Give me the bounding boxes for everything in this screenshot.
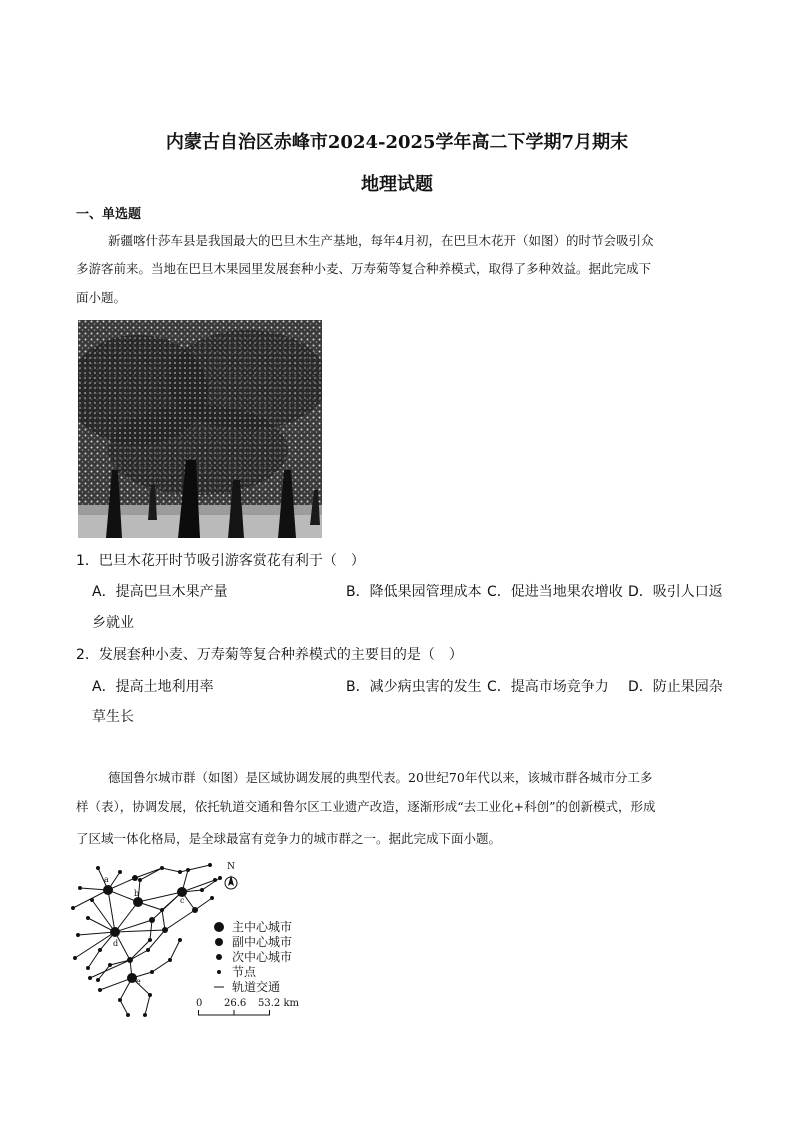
q1-option-b[interactable]: B．降低果园管理成本 — [346, 584, 482, 600]
title-line-2: 地理试题 — [361, 174, 433, 195]
legend-main-city — [212, 919, 292, 934]
legend-node-label: 节点 — [232, 965, 257, 979]
legend-main-city-label: 主中心城市 — [232, 920, 293, 934]
q2-stem: 2．发展套种小麦、万寿菊等复合种养模式的主要目的是（ ） — [76, 647, 463, 663]
scale-mid: 26.6 — [224, 998, 247, 1009]
q2-option-d-cont: 草生长 — [92, 709, 134, 725]
map-legend — [212, 919, 292, 994]
q2-option-b[interactable]: B．减少病虫害的发生 — [346, 679, 482, 695]
city-label-a: a — [104, 875, 109, 884]
legend-sub-city — [212, 934, 292, 949]
q2-option-c[interactable]: C．提高市场竞争力 — [487, 679, 609, 695]
q1-stem: 1．巴旦木花开时节吸引游客赏花有利于（ ） — [76, 553, 365, 569]
north-label: N — [227, 862, 235, 872]
legend-secondary-city — [212, 949, 292, 964]
city-label-e: e — [136, 977, 141, 986]
q1-option-d-cont: 乡就业 — [92, 615, 134, 631]
city-label-d: d — [113, 939, 119, 948]
passage2-line2: 样（表），协调发展，依托轨道交通和鲁尔区工业遗产改造，逐渐形成“去工业化+科创”的创新模式，形成 — [76, 799, 656, 814]
legend-rail — [212, 979, 292, 994]
q2-option-a[interactable]: A．提高土地利用率 — [92, 679, 214, 695]
rail-network — [73, 865, 220, 1015]
north-arrow-icon — [224, 874, 238, 892]
passage1-line1: 新疆喀什莎车县是我国最大的巴旦木生产基地，每年4月初，在巴旦木花开（如图）的时节会吸引众 — [108, 233, 654, 248]
almond-orchard-photo — [78, 320, 322, 538]
legend-secondary-city-label: 次中心城市 — [232, 950, 293, 964]
city-label-c: c — [180, 896, 185, 905]
scale-end: 53.2 km — [258, 998, 299, 1009]
legend-rail-label: 轨道交通 — [232, 980, 281, 994]
passage1-line3: 面小题。 — [76, 290, 127, 305]
scale-bar — [194, 998, 304, 1018]
passage2-line3: 了区域一体化格局，是全球最富有竞争力的城市群之一。据此完成下面小题。 — [76, 831, 502, 846]
legend-sub-city-label: 副中心城市 — [232, 935, 293, 949]
q1-option-c[interactable]: C．促进当地果农增收 — [487, 584, 623, 600]
scale-line — [198, 1010, 270, 1016]
q2-option-d[interactable]: D．防止果园杂 — [628, 679, 723, 695]
q1-option-d[interactable]: D．吸引人口返 — [628, 584, 723, 600]
scale-zero: 0 — [196, 998, 203, 1009]
passage1-line2: 多游客前来。当地在巴旦木果园里发展套种小麦、万寿菊等复合种养模式，取得了多种效益。据此完成下 — [76, 261, 652, 276]
title-line-1: 内蒙古自治区赤峰市2024-2025学年高二下学期7月期末 — [165, 132, 629, 153]
legend-node — [212, 964, 292, 979]
passage2-line1: 德国鲁尔城市群（如图）是区域协调发展的典型代表。20世纪70年代以来，该城市群各城市分工多 — [108, 770, 653, 785]
city-label-b: b — [134, 889, 140, 898]
q1-option-a[interactable]: A．提高巴旦木果产量 — [92, 584, 228, 600]
section-heading: 一、单选题 — [76, 207, 142, 222]
